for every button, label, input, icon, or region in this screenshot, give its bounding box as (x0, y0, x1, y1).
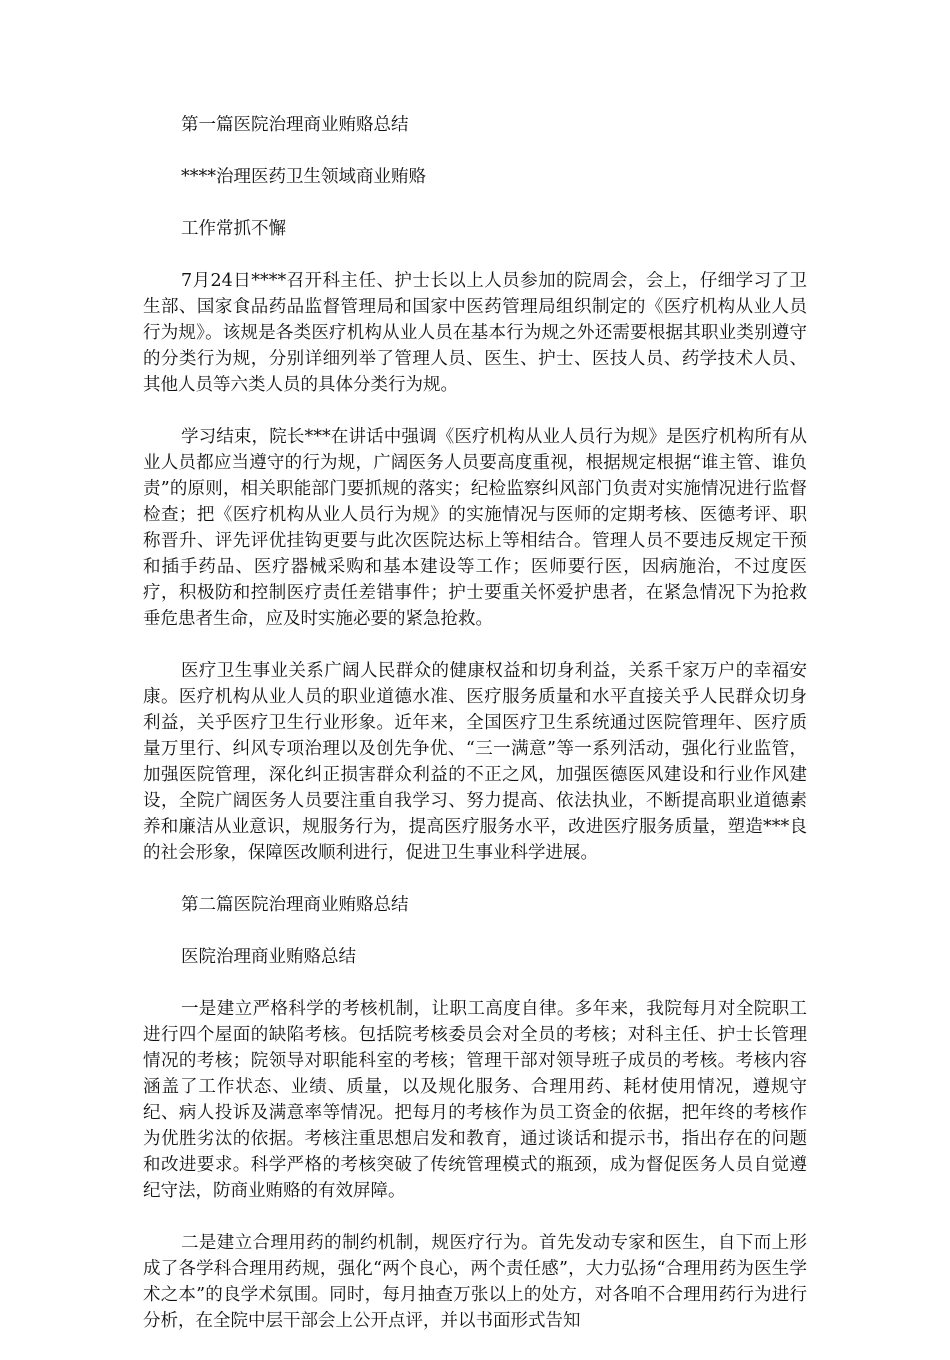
section2-paragraph-2: 二是建立合理用药的制约机制，规医疗行为。首先发动专家和医生，自下而上形成了各学科合理用药规，强化“两个良心，两个责任感”，大力弘扬“合理用药为医生学术之本”的良学术氛围。同时，每月抽查万张以上的处方，对各咱不合理用药行为进行分析，在全院中层干部会上公开点评，并以书面形式告知 (143, 1233, 807, 1331)
section1-paragraph-2: 学习结束，院长***在讲话中强调《医疗机构从业人员行为规》是医疗机构所有从业人员都应当遵守的行为规，广阔医务人员要高度重视，根据规定根据“谁主管、谁负责”的原则，相关职能部门要抓规的落实；纪检监察纠风部门负责对实施情况进行监督检查；把《医疗机构从业人员行为规》的实施情况与医师的定期考核、医德考评、职称晋升、评先评优挂钩更要与此次医院达标上等相结合。管理人员不要违反规定干预和插手药品、医疗器械采购和基本建设等工作；医师要行医，因病施治，不过度医疗，积极防和控制医疗责任差错事件；护士要重关怀爱护患者，在紧急情况下为抢救垂危患者生命，应及时实施必要的紧急抢救。 (143, 427, 807, 629)
section1-subtitle-line2: 工作常抓不懈 (181, 219, 286, 239)
section2-subtitle: 医院治理商业贿赂总结 (181, 947, 356, 967)
section1-subtitle-line1: ****治理医药卫生领域商业贿赂 (181, 167, 426, 187)
section1-paragraph-3: 医疗卫生事业关系广阔人民群众的健康权益和切身利益，关系千家万户的幸福安康。医疗机构从业人员的职业道德水准、医疗服务质量和水平直接关乎人民群众切身利益，关乎医疗卫生行业形象。近年来，全国医疗卫生系统通过医院管理年、医疗质量万里行、纠风专项治理以及创先争优、“三一满意”等一系列活动，强化行业监管，加强医院管理，深化纠正损害群众利益的不正之风，加强医德医风建设和行业作风建设，全院广阔医务人员要注重自我学习、努力提高、依法执业，不断提高职业道德素养和廉洁从业意识，规服务行为，提高医疗服务水平，改进医疗服务质量，塑造***良的社会形象，保障医改顺利进行，促进卫生事业科学进展。 (143, 661, 807, 863)
document-body (143, 112, 807, 1360)
section2-paragraph-1: 一是建立严格科学的考核机制，让职工高度自律。多年来，我院每月对全院职工进行四个屋面的缺陷考核。包括院考核委员会对全员的考核；对科主任、护士长管理情况的考核；院领导对职能科室的考核；管理干部对领导班子成员的考核。考核内容涵盖了工作状态、业绩、质量，以及规化服务、合理用药、耗材使用情况，遵规守纪、病人投诉及满意率等情况。把每月的考核作为员工资金的依据，把年终的考核作为优胜劣汰的依据。考核注重思想启发和教育，通过谈话和提示书，指出存在的问题和改进要求。科学严格的考核突破了传统管理模式的瓶颈，成为督促医务人员自觉遵纪守法，防商业贿赂的有效屏障。 (143, 999, 807, 1201)
section1-paragraph-1: 7月24日****召开科主任、护士长以上人员参加的院周会，会上，仔细学习了卫生部、国家食品药品监督管理局和国家中医药管理局组织制定的《医疗机构从业人员行为规》。该规是各类医疗机构从业人员在基本行为规之外还需要根据其职业类别遵守的分类行为规，分别详细列举了管理人员、医生、护士、医技人员、药学技术人员、其他人员等六类人员的具体分类行为规。 (143, 271, 807, 395)
section1-title: 第一篇医院治理商业贿赂总结 (181, 115, 409, 135)
section2-title: 第二篇医院治理商业贿赂总结 (181, 895, 409, 915)
